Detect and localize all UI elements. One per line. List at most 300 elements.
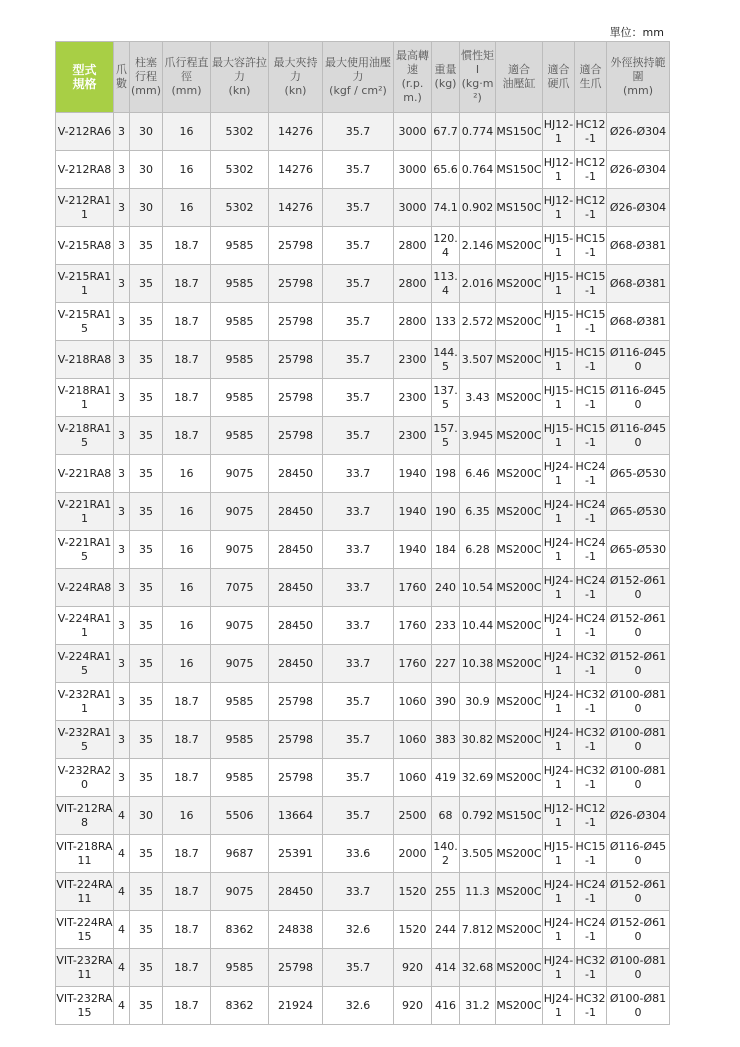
model-cell: VIT-212RA8 (56, 797, 114, 835)
table-cell: Ø152-Ø610 (607, 569, 670, 607)
table-cell: HJ24-1 (543, 455, 575, 493)
table-cell: 2800 (394, 303, 432, 341)
model-cell: V-212RA11 (56, 189, 114, 227)
table-cell: 18.7 (163, 949, 211, 987)
model-cell: V-232RA15 (56, 721, 114, 759)
model-cell: V-212RA8 (56, 151, 114, 189)
table-cell: 25391 (269, 835, 323, 873)
table-cell: 31.2 (460, 987, 496, 1025)
table-cell: 2500 (394, 797, 432, 835)
table-cell: 28450 (269, 645, 323, 683)
table-cell: 10.44 (460, 607, 496, 645)
table-cell: 35 (130, 683, 163, 721)
table-row (56, 873, 670, 911)
table-cell: HC15-1 (575, 835, 607, 873)
table-cell: HC12-1 (575, 113, 607, 151)
table-row (56, 265, 670, 303)
table-cell: 18.7 (163, 303, 211, 341)
table-cell: 68 (432, 797, 460, 835)
table-row (56, 341, 670, 379)
table-cell: 18.7 (163, 265, 211, 303)
table-cell: 25798 (269, 683, 323, 721)
table-cell: 3.507 (460, 341, 496, 379)
table-cell: MS200C (496, 265, 543, 303)
table-cell: 3 (114, 265, 130, 303)
table-cell: 18.7 (163, 987, 211, 1025)
table-cell: 8362 (211, 911, 269, 949)
table-cell: 33.7 (323, 569, 394, 607)
table-cell: HJ24-1 (543, 683, 575, 721)
table-cell: 3 (114, 569, 130, 607)
table-cell: 25798 (269, 759, 323, 797)
table-cell: 33.7 (323, 607, 394, 645)
table-row (56, 835, 670, 873)
table-cell: HJ12-1 (543, 151, 575, 189)
model-cell: V-224RA8 (56, 569, 114, 607)
table-cell: 35 (130, 379, 163, 417)
table-cell: 3000 (394, 189, 432, 227)
table-row (56, 113, 670, 151)
table-cell: 35 (130, 873, 163, 911)
table-cell: 5302 (211, 113, 269, 151)
table-cell: 9585 (211, 227, 269, 265)
table-cell: HJ24-1 (543, 645, 575, 683)
table-cell: 8362 (211, 987, 269, 1025)
table-cell: 25798 (269, 341, 323, 379)
table-cell: 190 (432, 493, 460, 531)
table-cell: MS200C (496, 455, 543, 493)
table-cell: 3.505 (460, 835, 496, 873)
table-cell: 28450 (269, 873, 323, 911)
table-row (56, 987, 670, 1025)
table-row (56, 683, 670, 721)
table-cell: 65.6 (432, 151, 460, 189)
table-cell: 32.69 (460, 759, 496, 797)
model-cell: V-221RA8 (56, 455, 114, 493)
table-cell: Ø65-Ø530 (607, 531, 670, 569)
table-cell: 67.7 (432, 113, 460, 151)
table-cell: Ø116-Ø450 (607, 417, 670, 455)
table-cell: 35.7 (323, 227, 394, 265)
table-cell: 18.7 (163, 721, 211, 759)
table-cell: 35.7 (323, 113, 394, 151)
table-cell: HC32-1 (575, 759, 607, 797)
table-cell: HC32-1 (575, 645, 607, 683)
table-cell: 6.35 (460, 493, 496, 531)
table-cell: MS200C (496, 227, 543, 265)
table-cell: 25798 (269, 721, 323, 759)
table-cell: 16 (163, 493, 211, 531)
table-cell: 390 (432, 683, 460, 721)
table-cell: HC15-1 (575, 341, 607, 379)
table-cell: 28450 (269, 531, 323, 569)
table-cell: HJ15-1 (543, 341, 575, 379)
table-row (56, 607, 670, 645)
table-cell: 35.7 (323, 341, 394, 379)
table-cell: 244 (432, 911, 460, 949)
table-cell: 113.4 (432, 265, 460, 303)
table-cell: MS200C (496, 873, 543, 911)
table-cell: 137.5 (432, 379, 460, 417)
table-cell: 2300 (394, 379, 432, 417)
table-cell: 18.7 (163, 683, 211, 721)
column-header: 慣性矩 I (kg·m²) (460, 42, 496, 113)
table-cell: 1940 (394, 455, 432, 493)
table-cell: 9585 (211, 417, 269, 455)
table-cell: Ø68-Ø381 (607, 303, 670, 341)
table-cell: Ø100-Ø810 (607, 683, 670, 721)
table-cell: 3 (114, 759, 130, 797)
table-cell: 30.9 (460, 683, 496, 721)
table-cell: 5506 (211, 797, 269, 835)
table-cell: 33.7 (323, 645, 394, 683)
table-cell: 35 (130, 721, 163, 759)
table-cell: HJ15-1 (543, 417, 575, 455)
table-cell: 9075 (211, 455, 269, 493)
column-header: 爪數 (114, 42, 130, 113)
table-row (56, 949, 670, 987)
table-cell: HJ15-1 (543, 835, 575, 873)
table-cell: 3 (114, 227, 130, 265)
column-header: 適合 生爪 (575, 42, 607, 113)
model-cell: V-232RA11 (56, 683, 114, 721)
table-cell: 18.7 (163, 873, 211, 911)
table-cell: 0.774 (460, 113, 496, 151)
table-cell: 32.6 (323, 987, 394, 1025)
table-cell: HJ24-1 (543, 569, 575, 607)
table-cell: Ø116-Ø450 (607, 341, 670, 379)
table-cell: 2.016 (460, 265, 496, 303)
table-cell: 1520 (394, 873, 432, 911)
table-cell: 35.7 (323, 303, 394, 341)
table-cell: 2300 (394, 417, 432, 455)
table-cell: 35.7 (323, 151, 394, 189)
model-cell: V-218RA8 (56, 341, 114, 379)
table-cell: 3.43 (460, 379, 496, 417)
table-cell: 0.902 (460, 189, 496, 227)
table-cell: HC32-1 (575, 987, 607, 1025)
table-row (56, 645, 670, 683)
table-cell: HJ15-1 (543, 227, 575, 265)
table-cell: 2800 (394, 265, 432, 303)
table-row (56, 493, 670, 531)
table-cell: 3 (114, 113, 130, 151)
spec-table (55, 41, 670, 1025)
model-cell: V-224RA11 (56, 607, 114, 645)
table-cell: 24838 (269, 911, 323, 949)
table-cell: HC15-1 (575, 417, 607, 455)
table-cell: 2300 (394, 341, 432, 379)
table-cell: 9585 (211, 379, 269, 417)
table-cell: 35.7 (323, 759, 394, 797)
table-cell: HJ15-1 (543, 379, 575, 417)
table-cell: 35.7 (323, 265, 394, 303)
table-cell: 6.46 (460, 455, 496, 493)
table-cell: Ø152-Ø610 (607, 607, 670, 645)
table-cell: 3 (114, 455, 130, 493)
table-cell: MS150C (496, 113, 543, 151)
table-cell: 1060 (394, 759, 432, 797)
table-row (56, 379, 670, 417)
table-cell: HC24-1 (575, 873, 607, 911)
table-cell: 5302 (211, 189, 269, 227)
table-cell: 4 (114, 987, 130, 1025)
table-cell: HC24-1 (575, 607, 607, 645)
table-cell: HJ12-1 (543, 797, 575, 835)
column-header: 最高轉速 (r.p.m.) (394, 42, 432, 113)
table-cell: MS200C (496, 683, 543, 721)
table-cell: 9585 (211, 721, 269, 759)
table-cell: 10.54 (460, 569, 496, 607)
table-cell: HJ24-1 (543, 607, 575, 645)
table-cell: 14276 (269, 151, 323, 189)
table-cell: 0.764 (460, 151, 496, 189)
table-cell: 184 (432, 531, 460, 569)
table-cell: 9585 (211, 759, 269, 797)
table-cell: 35.7 (323, 721, 394, 759)
table-cell: 3 (114, 341, 130, 379)
table-cell: HC32-1 (575, 683, 607, 721)
table-cell: HC12-1 (575, 151, 607, 189)
table-cell: 16 (163, 151, 211, 189)
table-cell: HC15-1 (575, 265, 607, 303)
table-cell: 35.7 (323, 417, 394, 455)
table-cell: 14276 (269, 189, 323, 227)
table-cell: 2.572 (460, 303, 496, 341)
table-cell: 35 (130, 455, 163, 493)
table-cell: Ø100-Ø810 (607, 949, 670, 987)
table-cell: MS200C (496, 569, 543, 607)
table-cell: Ø152-Ø610 (607, 873, 670, 911)
column-header: 最大夾持力 (kn) (269, 42, 323, 113)
table-cell: MS200C (496, 721, 543, 759)
table-cell: 2000 (394, 835, 432, 873)
table-cell: 25798 (269, 265, 323, 303)
table-cell: 30.82 (460, 721, 496, 759)
table-cell: 33.7 (323, 873, 394, 911)
table-cell: 3000 (394, 113, 432, 151)
table-row (56, 455, 670, 493)
table-cell: 3 (114, 721, 130, 759)
table-cell: 144.5 (432, 341, 460, 379)
table-cell: 1520 (394, 911, 432, 949)
table-cell: Ø100-Ø810 (607, 721, 670, 759)
table-cell: 416 (432, 987, 460, 1025)
table-cell: 9585 (211, 949, 269, 987)
spec-table-body (56, 113, 670, 1025)
table-cell: HJ12-1 (543, 113, 575, 151)
column-header: 爪行程直徑 (mm) (163, 42, 211, 113)
table-cell: 35 (130, 911, 163, 949)
table-cell: 4 (114, 911, 130, 949)
table-cell: MS200C (496, 645, 543, 683)
table-row (56, 797, 670, 835)
table-cell: 1060 (394, 683, 432, 721)
table-cell: 35 (130, 341, 163, 379)
table-cell: 18.7 (163, 341, 211, 379)
table-cell: 21924 (269, 987, 323, 1025)
table-cell: 35 (130, 607, 163, 645)
table-cell: 9075 (211, 531, 269, 569)
table-cell: 16 (163, 569, 211, 607)
table-cell: MS200C (496, 341, 543, 379)
table-cell: 9075 (211, 873, 269, 911)
table-cell: HJ15-1 (543, 265, 575, 303)
column-header: 重量 (kg) (432, 42, 460, 113)
table-cell: 9687 (211, 835, 269, 873)
model-cell: V-221RA15 (56, 531, 114, 569)
column-header: 型式 規格 (56, 42, 114, 113)
table-cell: HC24-1 (575, 455, 607, 493)
table-cell: 35 (130, 569, 163, 607)
table-cell: 920 (394, 987, 432, 1025)
table-cell: 74.1 (432, 189, 460, 227)
table-cell: 3000 (394, 151, 432, 189)
table-cell: MS150C (496, 151, 543, 189)
table-cell: HJ24-1 (543, 759, 575, 797)
table-row (56, 569, 670, 607)
table-cell: HJ24-1 (543, 987, 575, 1025)
model-cell: V-224RA15 (56, 645, 114, 683)
table-cell: 16 (163, 531, 211, 569)
table-cell: 30 (130, 189, 163, 227)
table-cell: 35 (130, 227, 163, 265)
table-cell: 25798 (269, 379, 323, 417)
table-cell: 1940 (394, 493, 432, 531)
table-cell: 2.146 (460, 227, 496, 265)
table-cell: 227 (432, 645, 460, 683)
table-cell: Ø65-Ø530 (607, 493, 670, 531)
table-cell: 13664 (269, 797, 323, 835)
table-cell: 3.945 (460, 417, 496, 455)
table-cell: 25798 (269, 303, 323, 341)
table-cell: 28450 (269, 569, 323, 607)
model-cell: V-215RA15 (56, 303, 114, 341)
table-cell: Ø68-Ø381 (607, 265, 670, 303)
table-cell: MS200C (496, 987, 543, 1025)
table-cell: Ø116-Ø450 (607, 835, 670, 873)
table-cell: 35 (130, 531, 163, 569)
table-cell: 157.5 (432, 417, 460, 455)
table-cell: 4 (114, 873, 130, 911)
table-cell: 35 (130, 303, 163, 341)
table-cell: 33.7 (323, 493, 394, 531)
table-cell: MS200C (496, 379, 543, 417)
model-cell: V-215RA8 (56, 227, 114, 265)
table-cell: 28450 (269, 493, 323, 531)
table-row (56, 151, 670, 189)
model-cell: VIT-224RA15 (56, 911, 114, 949)
column-header: 最大容許拉力 (kn) (211, 42, 269, 113)
table-cell: HJ24-1 (543, 493, 575, 531)
table-cell: 7.812 (460, 911, 496, 949)
table-cell: Ø26-Ø304 (607, 113, 670, 151)
table-cell: 1760 (394, 607, 432, 645)
table-cell: 1760 (394, 645, 432, 683)
table-cell: 383 (432, 721, 460, 759)
table-cell: 3 (114, 303, 130, 341)
table-cell: HC12-1 (575, 189, 607, 227)
table-cell: 6.28 (460, 531, 496, 569)
table-cell: 9585 (211, 303, 269, 341)
table-cell: MS200C (496, 417, 543, 455)
table-cell: 18.7 (163, 417, 211, 455)
model-cell: VIT-218RA11 (56, 835, 114, 873)
model-cell: V-221RA11 (56, 493, 114, 531)
table-cell: 35.7 (323, 797, 394, 835)
table-row (56, 911, 670, 949)
table-cell: 2800 (394, 227, 432, 265)
table-cell: HC15-1 (575, 303, 607, 341)
table-cell: 255 (432, 873, 460, 911)
table-cell: 10.38 (460, 645, 496, 683)
table-cell: 25798 (269, 227, 323, 265)
table-cell: 3 (114, 493, 130, 531)
table-cell: 3 (114, 645, 130, 683)
table-cell: MS200C (496, 911, 543, 949)
table-cell: HC15-1 (575, 227, 607, 265)
table-cell: 3 (114, 531, 130, 569)
table-row (56, 227, 670, 265)
table-cell: 5302 (211, 151, 269, 189)
table-cell: 35 (130, 493, 163, 531)
table-cell: HJ24-1 (543, 873, 575, 911)
table-cell: MS150C (496, 189, 543, 227)
model-cell: V-215RA11 (56, 265, 114, 303)
table-cell: HC15-1 (575, 379, 607, 417)
table-cell: 9585 (211, 683, 269, 721)
table-cell: 133 (432, 303, 460, 341)
model-cell: V-218RA15 (56, 417, 114, 455)
table-cell: 18.7 (163, 379, 211, 417)
table-cell: MS200C (496, 759, 543, 797)
model-cell: V-212RA6 (56, 113, 114, 151)
table-cell: 9585 (211, 341, 269, 379)
table-cell: MS200C (496, 949, 543, 987)
table-cell: Ø116-Ø450 (607, 379, 670, 417)
table-row (56, 303, 670, 341)
column-header: 最大使用油壓力 (kgf / cm²) (323, 42, 394, 113)
table-cell: Ø26-Ø304 (607, 189, 670, 227)
table-cell: 4 (114, 835, 130, 873)
table-cell: 0.792 (460, 797, 496, 835)
table-cell: 233 (432, 607, 460, 645)
table-cell: HC12-1 (575, 797, 607, 835)
table-cell: 9075 (211, 493, 269, 531)
table-cell: 35.7 (323, 189, 394, 227)
table-cell: Ø68-Ø381 (607, 227, 670, 265)
table-cell: 32.68 (460, 949, 496, 987)
table-cell: 18.7 (163, 835, 211, 873)
table-cell: 35.7 (323, 949, 394, 987)
table-cell: 35 (130, 417, 163, 455)
column-header: 適合 油壓缸 (496, 42, 543, 113)
table-cell: 11.3 (460, 873, 496, 911)
table-cell: Ø152-Ø610 (607, 911, 670, 949)
table-cell: HJ24-1 (543, 531, 575, 569)
table-cell: 32.6 (323, 911, 394, 949)
table-cell: HC24-1 (575, 911, 607, 949)
table-cell: Ø152-Ø610 (607, 645, 670, 683)
table-cell: 30 (130, 151, 163, 189)
table-cell: HC24-1 (575, 569, 607, 607)
table-cell: MS150C (496, 797, 543, 835)
table-cell: MS200C (496, 303, 543, 341)
table-cell: 18.7 (163, 759, 211, 797)
table-cell: Ø100-Ø810 (607, 987, 670, 1025)
table-cell: 18.7 (163, 911, 211, 949)
table-cell: MS200C (496, 493, 543, 531)
